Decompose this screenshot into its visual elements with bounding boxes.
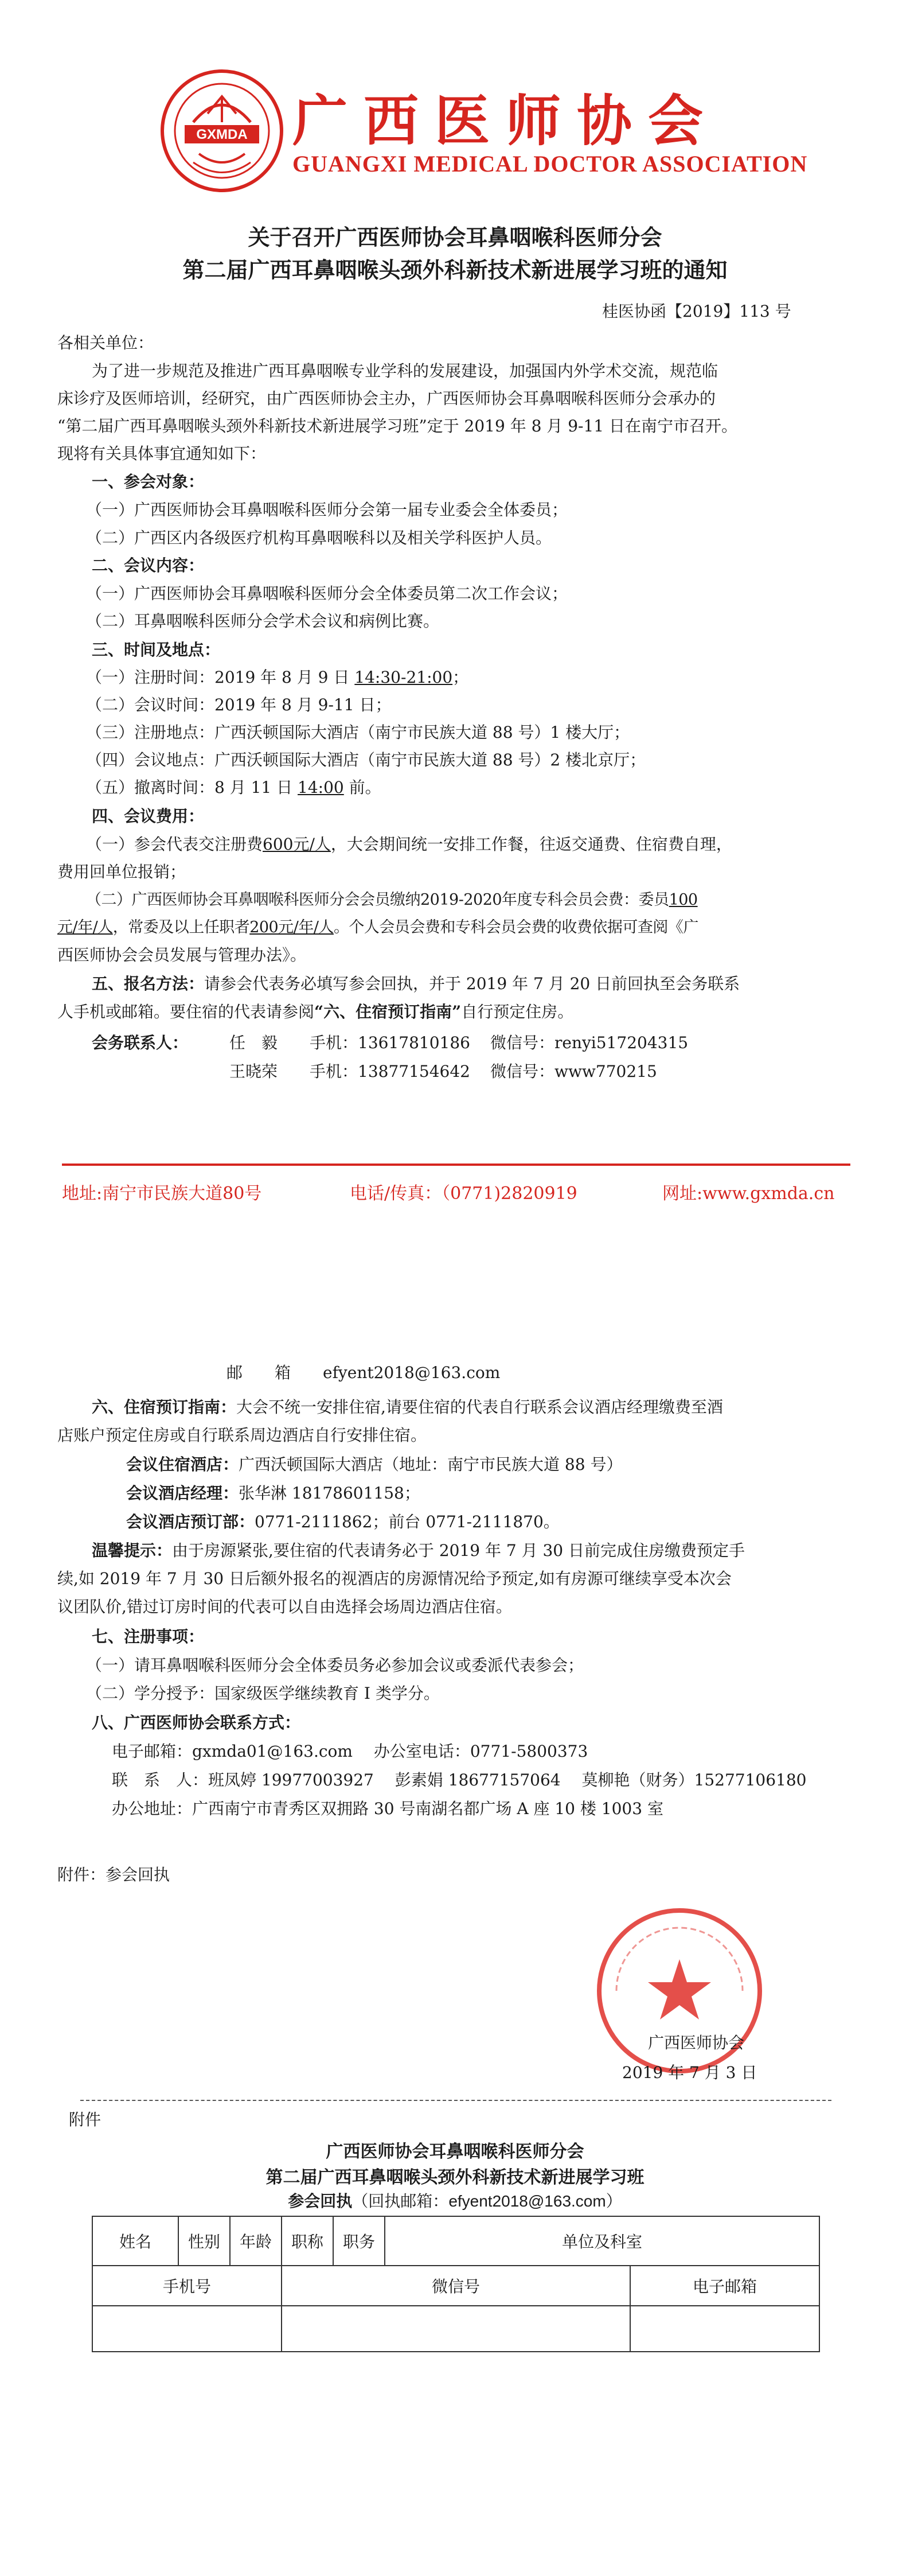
section-3-item: （五）撤离时间：8 月 11 日 14:00 前。 <box>86 778 381 797</box>
col-header-gender: 性别 <box>178 2216 230 2266</box>
section-3-item: （四）会议地点：广西沃顿国际大酒店（南宁市民族大道 88 号）2 楼北京厅； <box>86 750 646 769</box>
section-4-title: 四、会议费用： <box>92 807 205 826</box>
email-line: 邮 箱 efyent2018@163.com <box>226 1363 501 1382</box>
section-6: 六、住宿预订指南：大会不统一安排住宿,请要住宿的代表自行联系会议酒店经理缴费至酒 <box>92 1398 723 1417</box>
col-header-post: 职务 <box>333 2216 385 2266</box>
org-name-cn: 广西医师协会 <box>292 88 719 153</box>
section-3-item: （三）注册地点：广西沃顿国际大酒店（南宁市民族大道 88 号）1 楼大厅； <box>86 723 630 742</box>
hotel-booking: 会议酒店预订部：0771-2111862；前台 0771-2111870。 <box>126 1512 560 1531</box>
hotel-manager: 会议酒店经理：张华淋 18178601158； <box>126 1484 420 1503</box>
attachment-note: 附件：参会回执 <box>57 1865 170 1884</box>
footer-website: 网址:www.gxmda.cn <box>662 1184 835 1204</box>
doc-title-line2: 第二届广西耳鼻咽喉头颈外科新技术新进展学习班的通知 <box>182 257 728 283</box>
col-header-wechat: 微信号 <box>282 2266 630 2306</box>
doc-title-line1: 关于召开广西医师协会耳鼻咽喉科医师分会 <box>248 224 662 250</box>
section-4-item: 西医师协会会员发展与管理办法》。 <box>57 945 307 964</box>
association-logo <box>159 68 285 194</box>
intro-line: “第二届广西耳鼻咽喉头颈外科新技术新进展学习班”定于 2019 年 8 月 9-11 日在南宁市召开。 <box>57 417 738 435</box>
salutation: 各相关单位： <box>57 333 154 352</box>
hotel-info: 会议住宿酒店：广西沃顿国际大酒店（地址：南宁市民族大道 88 号） <box>126 1455 623 1474</box>
section-6: 店账户预定住房或自行联系周边酒店自行安排住宿。 <box>57 1426 427 1445</box>
cut-line <box>80 2100 831 2101</box>
section-8-item: 办公地址：广西南宁市青秀区双拥路 30 号南湖名都广场 A 座 10 楼 1003 室 <box>112 1799 663 1818</box>
phone-cell[interactable] <box>92 2306 282 2352</box>
section-7-item: （二）学分授予：国家级医学继续教育 I 类学分。 <box>86 1684 440 1703</box>
intro-line: 床诊疗及医师培训，经研究，由广西医师协会主办，广西医师协会耳鼻咽喉科医师分会承办的 <box>57 389 716 408</box>
tip: 议团队价,错过订房时间的代表可以自由选择会场周边酒店住宿。 <box>57 1597 512 1616</box>
registration-form <box>92 2216 820 2352</box>
section-5: 人手机或邮箱。要住宿的代表请参阅“六、住宿预订指南”自行预定住房。 <box>57 1002 574 1021</box>
form-title-line3: 参会回执（回执邮箱：efyent2018@163.com） <box>288 2192 622 2211</box>
logo-text: GXMDA <box>196 127 248 142</box>
section-1-item: （二）广西区内各级医疗机构耳鼻咽喉科以及相关学科医护人员。 <box>86 528 552 547</box>
sign-date: 2019 年 7 月 3 日 <box>622 2063 757 2082</box>
col-header-name: 姓名 <box>92 2216 178 2266</box>
contact-name: 任 毅 <box>229 1033 278 1052</box>
attachment-label: 附件 <box>69 2110 101 2129</box>
col-header-age: 年龄 <box>230 2216 282 2266</box>
doc-number: 桂医协函【2019】113 号 <box>602 302 791 321</box>
tip: 续,如 2019 年 7 月 30 日后额外报名的视酒店的房源情况给予预定,如有房源可继续享受本次会 <box>57 1569 732 1588</box>
contact-label: 会务联系人： <box>92 1033 189 1052</box>
section-7-title: 七、注册事项： <box>92 1627 205 1646</box>
contact-wechat: 微信号：www770215 <box>490 1062 657 1081</box>
signer: 广西医师协会 <box>648 2033 745 2052</box>
form-title-line2: 第二届广西耳鼻咽喉头颈外科新技术新进展学习班 <box>265 2168 645 2188</box>
section-2-title: 二、会议内容： <box>92 556 205 575</box>
org-name-en: GUANGXI MEDICAL DOCTOR ASSOCIATION <box>292 151 808 177</box>
section-7-item: （一）请耳鼻咽喉科医师分会全体委员务必参加会议或委派代表参会； <box>86 1656 584 1675</box>
contact-phone: 手机：13617810186 <box>310 1033 470 1052</box>
contact-phone: 手机：13877154642 <box>310 1062 470 1081</box>
section-5: 五、报名方法：请参会代表务必填写参会回执，并于 2019 年 7 月 20 日前回执至会务联系 <box>92 974 740 993</box>
footer-address: 地址:南宁市民族大道80号 <box>62 1184 262 1204</box>
wechat-cell[interactable] <box>282 2306 630 2352</box>
col-header-unit: 单位及科室 <box>385 2216 819 2266</box>
col-header-email: 电子邮箱 <box>630 2266 819 2306</box>
tip: 温馨提示：由于房源紧张,要住宿的代表请务必于 2019 年 7 月 30 日前完成住房缴费预定手 <box>92 1541 745 1560</box>
footer-rule <box>62 1164 850 1166</box>
intro-line: 为了进一步规范及推进广西耳鼻咽喉专业学科的发展建设，加强国内外学术交流，规范临 <box>92 361 718 380</box>
section-4-item: （一）参会代表交注册费600元/人，大会期间统一安排工作餐，往返交通费、住宿费自理， <box>86 835 732 854</box>
contact-name: 王晓荣 <box>229 1062 278 1081</box>
section-8-title: 八、广西医师协会联系方式： <box>92 1713 301 1732</box>
intro-line: 现将有关具体事宜通知如下： <box>57 444 267 463</box>
section-8-item: 电子邮箱：gxmda01@163.com 办公室电话：0771-5800373 <box>112 1742 588 1761</box>
col-header-title: 职称 <box>282 2216 333 2266</box>
section-4-item: 费用回单位报销； <box>57 862 186 881</box>
section-1-title: 一、参会对象： <box>92 472 205 491</box>
section-4-item: 元/年/人，常委及以上任职者200元/年/人。个人会员会费和专科会员会费的收费依据可查阅《广 <box>57 919 698 936</box>
section-3-item: （二）会议时间：2019 年 8 月 9-11 日； <box>86 695 392 714</box>
section-2-item: （一）广西医师协会耳鼻咽喉科医师分会全体委员第二次工作会议； <box>86 584 568 603</box>
section-2-item: （二）耳鼻咽喉科医师分会学术会议和病例比赛。 <box>86 612 440 631</box>
section-4-item: （二）广西医师协会耳鼻咽喉科医师分会会员缴纳2019-2020年度专科会员会费：委员100 <box>86 891 698 909</box>
form-title-line1: 广西医师协会耳鼻咽喉科医师分会 <box>326 2142 584 2162</box>
contact-wechat: 微信号：renyi517204315 <box>490 1033 689 1052</box>
section-1-item: （一）广西医师协会耳鼻咽喉科医师分会第一届专业委会全体委员； <box>86 500 568 519</box>
col-header-phone: 手机号 <box>92 2266 282 2306</box>
email-cell[interactable] <box>630 2306 819 2352</box>
section-3-item: （一）注册时间：2019 年 8 月 9 日 14:30-21:00； <box>86 668 469 687</box>
section-8-item: 联 系 人：班凤婷 19977003927 彭素娟 18677157064 莫柳艳（财务）15277106180 <box>112 1770 807 1789</box>
section-3-title: 三、时间及地点： <box>92 640 221 659</box>
footer-phone: 电话/传真：（0771)2820919 <box>350 1184 577 1204</box>
